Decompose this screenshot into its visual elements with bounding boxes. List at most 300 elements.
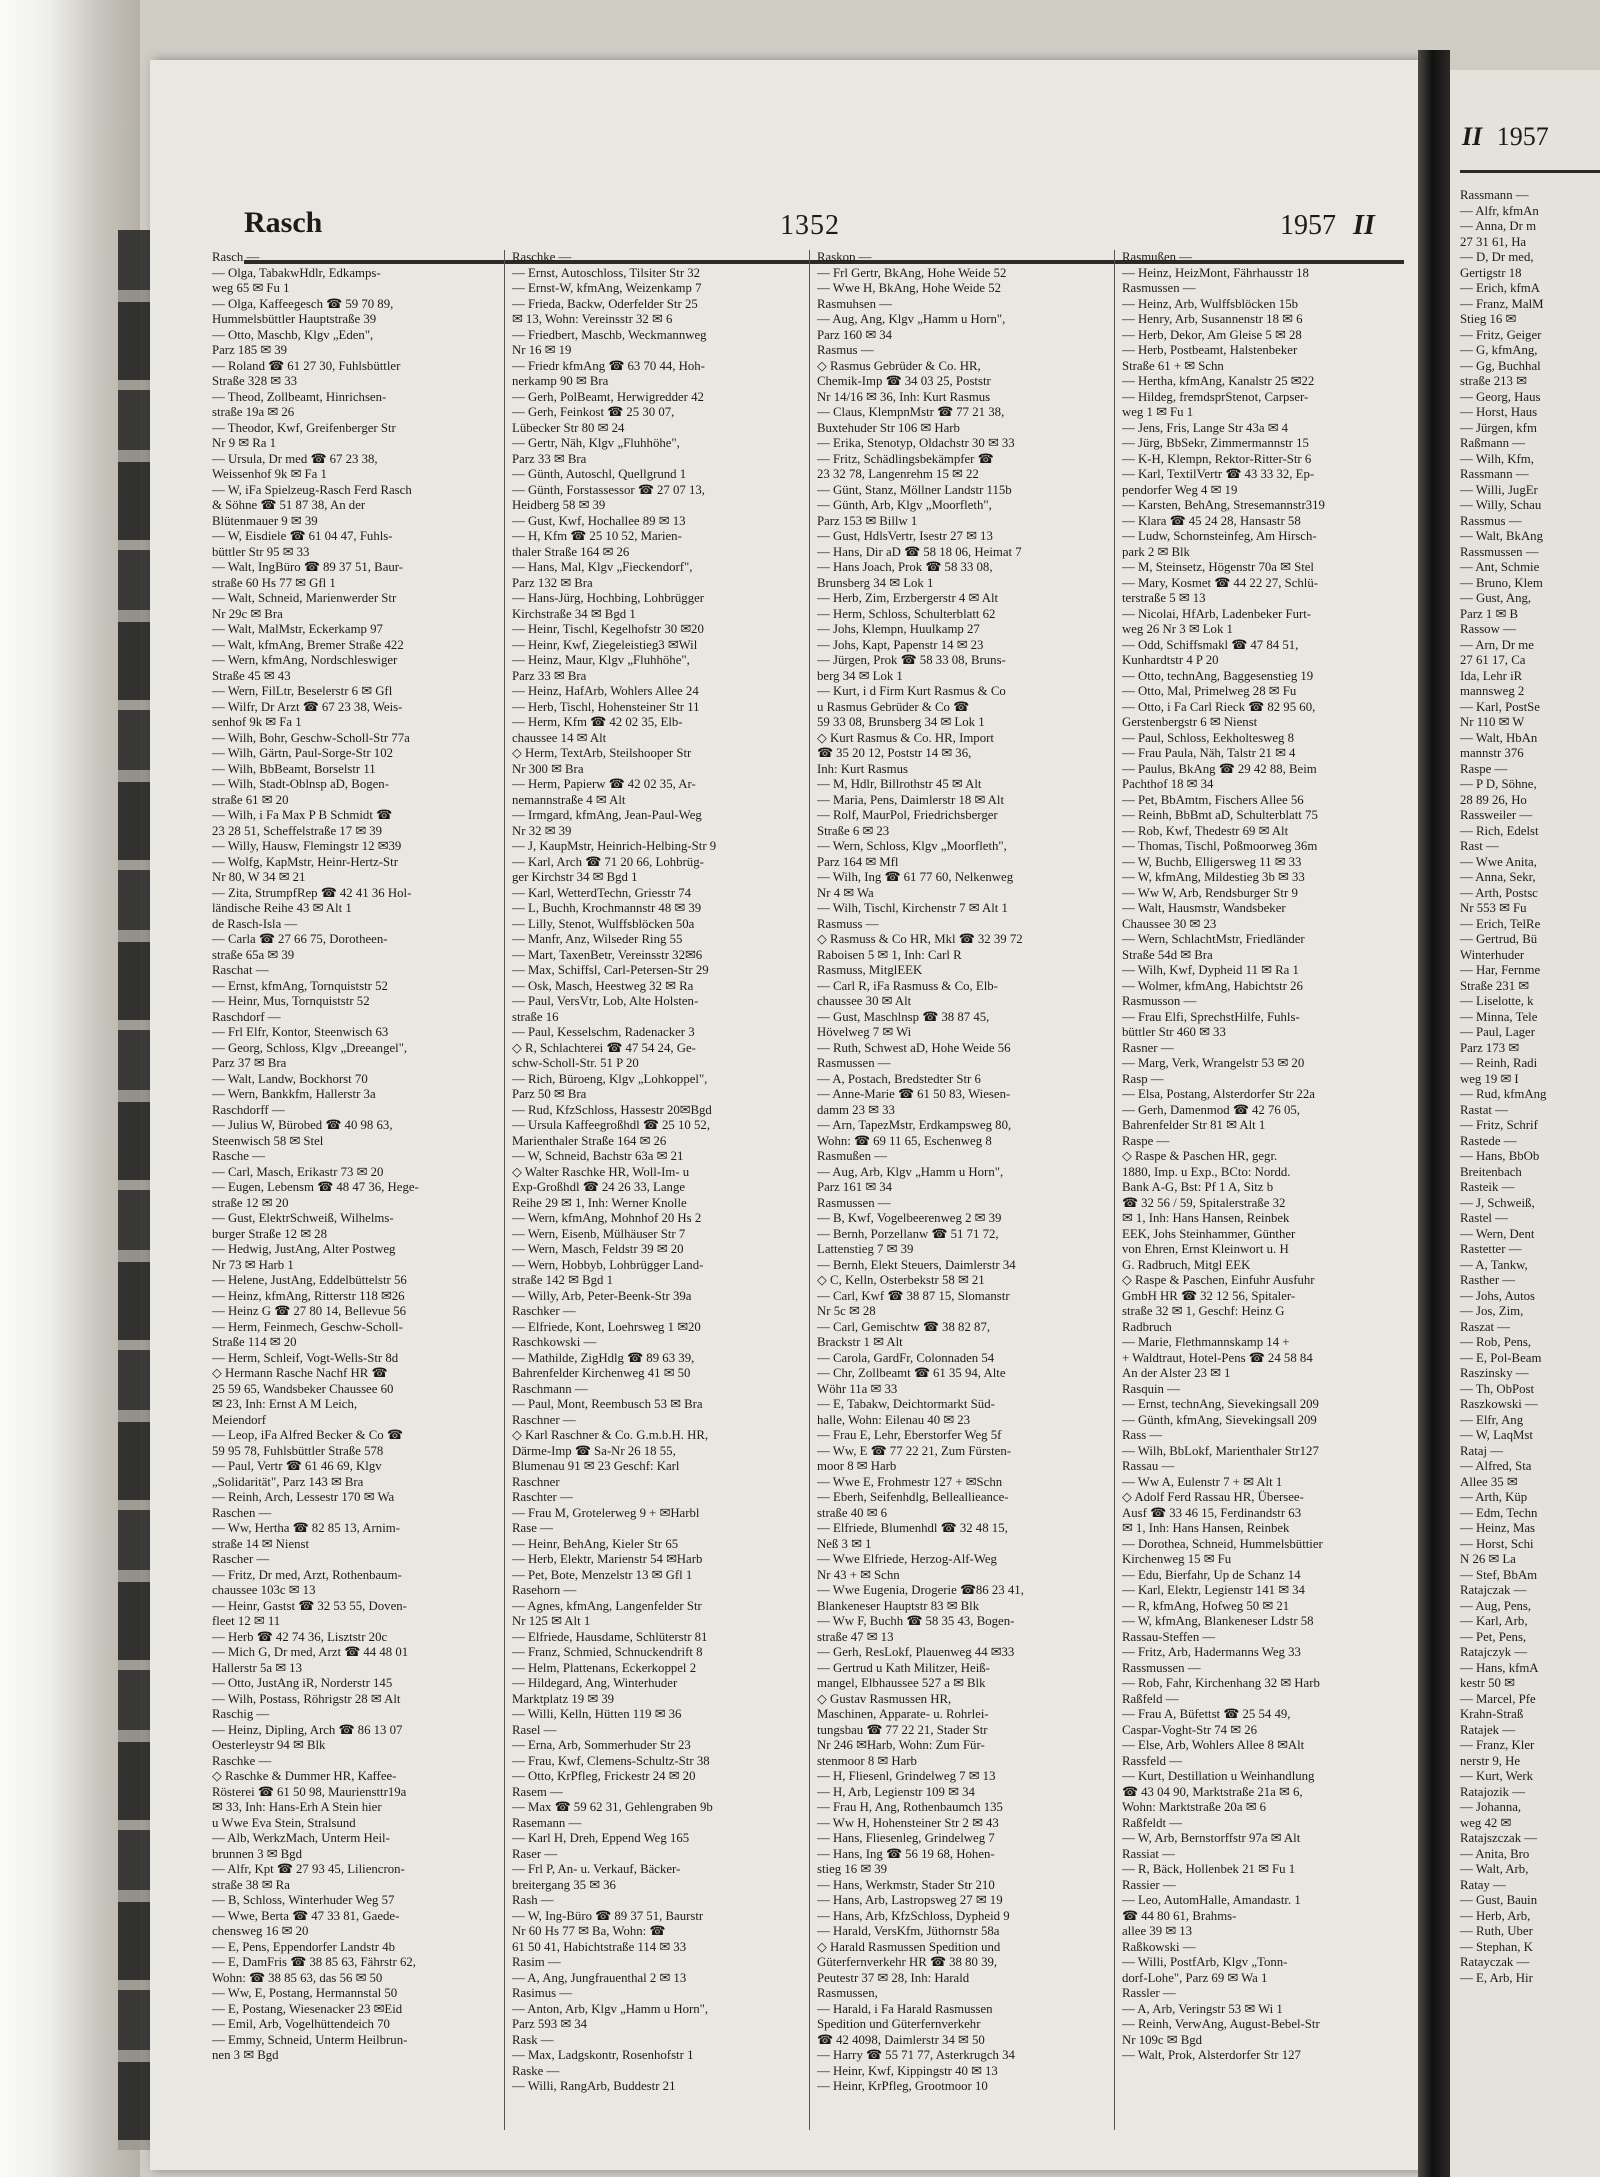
directory-entry-line: chaussee 103c ✉ 13: [212, 1583, 316, 1597]
directory-entry-line: — Max, Ladgskontr, Rosenhofstr 1: [512, 2048, 694, 2062]
surname-heading: Raszat —: [1460, 1319, 1511, 1334]
directory-entry-line: — Günt, Stanz, Möllner Landstr 115b: [817, 482, 1012, 497]
directory-entry-line: — Paul, VersVtr, Lob, Alte Holsten-: [512, 994, 699, 1008]
directory-entry-line: — Thomas, Tischl, Poßmoorweg 36m: [1122, 839, 1318, 853]
directory-entry-line: — Wern, Dent: [1460, 1226, 1535, 1241]
directory-entry-line: tungsbau ☎ 77 22 21, Stader Str: [817, 1722, 988, 1737]
surname-heading: Raschke —: [212, 1753, 272, 1768]
directory-entry-line: — Roland ☎ 61 27 30, Fuhlsbüttler: [212, 358, 401, 373]
directory-entry-line: straße 65a ✉ 39: [212, 947, 295, 962]
directory-entry-line: — Frau A, Büfettst ☎ 25 54 49,: [1122, 1707, 1291, 1721]
directory-entry-line: ◇ Walter Raschke HR, Woll-Im- u: [512, 1164, 690, 1179]
running-head-year: [1280, 210, 1375, 242]
directory-entry-line: — Herm, Schloss, Schulterblatt 62: [817, 606, 996, 621]
directory-entry-line: — Wilh, Postass, Röhrigstr 28 ✉ Alt: [212, 1691, 401, 1706]
directory-entry-line: Blütenmauer 9 ✉ 39: [212, 513, 318, 528]
directory-entry-line: — Heinz, HafArb, Wohlers Allee 24: [512, 684, 699, 698]
directory-entry-line: — Jens, Fris, Lange Str 43a ✉ 4: [1122, 420, 1289, 435]
directory-entry-line: — W, kfmAng, Blankeneser Ldstr 58: [1122, 1614, 1314, 1628]
directory-entry-line: — Marg, Verk, Wrangelstr 53 ✉ 20: [1122, 1056, 1305, 1070]
directory-entry-line: ◇ Gustav Rasmussen HR,: [817, 1691, 952, 1706]
directory-entry-line: Rasmussen,: [817, 1986, 878, 2000]
directory-entry-line: ☎ 44 80 61, Brahms-: [1122, 1908, 1237, 1923]
directory-entry-line: — G, kfmAng,: [1460, 343, 1538, 357]
directory-entry-line: — Herb, Postbeamt, Halstenbeker: [1122, 343, 1298, 357]
directory-entry-line: — Rob, Fahr, Kirchenhang 32 ✉ Harb: [1122, 1676, 1320, 1690]
directory-entry-line: ◇ C, Kelln, Osterbekstr 58 ✉ 21: [817, 1273, 985, 1287]
directory-entry-line: Lattenstieg 7 ✉ 39: [817, 1242, 914, 1256]
directory-entry-line: — Alb, WerkzMach, Unterm Heil-: [212, 1831, 390, 1845]
directory-entry-line: ✉ 33, Inh: Hans-Erh A Stein hier: [212, 1800, 382, 1814]
directory-entry-line: — Jürgen, kfm: [1460, 420, 1537, 435]
directory-entry-line: Weissenhof 9k ✉ Fa 1: [212, 467, 327, 481]
directory-entry-line: — Claus, KlempnMstr ☎ 77 21 38,: [817, 405, 1005, 419]
surname-heading: de Rasch-Isla —: [212, 916, 298, 931]
directory-entry-line: — Theodor, Kwf, Greifenberger Str: [212, 420, 396, 435]
directory-entry-line: Chemik-Imp ☎ 34 03 25, Poststr: [817, 374, 991, 388]
directory-entry-line: — W, iFa Spielzeug-Rasch Ferd Rasch: [212, 482, 412, 497]
directory-entry-line: — Ww W, Arb, Rendsburger Str 9: [1122, 885, 1298, 900]
directory-entry-line: ◇ Rasmuss & Co HR, Mkl ☎ 32 39 72: [817, 932, 1023, 946]
directory-entry-line: Straße 45 ✉ 43: [212, 668, 291, 683]
directory-entry-line: u Rasmus Gebrüder & Co ☎: [817, 699, 970, 714]
directory-entry-line: Rösterei ☎ 61 50 98, Mauriensttr19a: [212, 1784, 407, 1799]
directory-entry-line: — Walt, Arb,: [1460, 1862, 1529, 1876]
surname-heading: Rase —: [512, 1521, 553, 1535]
directory-entry-line: — Wilh, Tischl, Kirchenstr 7 ✉ Alt 1: [817, 901, 1008, 915]
directory-entry-line: nen 3 ✉ Bgd: [212, 2048, 279, 2062]
directory-entry-line: Peutestr 37 ✉ 28, Inh: Harald: [817, 1970, 970, 1985]
directory-entry-line: ✉ 1, Inh: Hans Hansen, Reinbek: [1122, 1521, 1290, 1535]
directory-entry-line: — Wern, SchlachtMstr, Friedländer: [1122, 932, 1305, 946]
directory-entry-line: — Karl, Arb,: [1460, 1614, 1528, 1628]
directory-entry-line: Parz 132 ✉ Bra: [512, 575, 593, 590]
directory-entry-line: Kunhardtstr 4 P 20: [1122, 653, 1219, 667]
directory-entry-line: — Irmgard, kfmAng, Jean-Paul-Weg: [512, 808, 702, 822]
directory-entry-line: Straße 231 ✉: [1460, 978, 1530, 993]
directory-entry-line: — Wwe Eugenia, Drogerie ☎86 23 41,: [817, 1583, 1024, 1597]
directory-entry-line: Winterhuder: [1460, 947, 1525, 962]
directory-entry-line: — Hans, Werkmstr, Stader Str 210: [817, 1877, 995, 1892]
directory-entry-line: — Aug, Arb, Klgv „Hamm u Horn",: [817, 1164, 1004, 1179]
directory-entry-line: — Johs, Autos: [1460, 1288, 1536, 1303]
directory-entry-line: ◇ Rasmus Gebrüder & Co. HR,: [817, 358, 981, 373]
surname-heading: Rassiat —: [1122, 1846, 1175, 1861]
directory-columns: [212, 250, 1408, 2150]
directory-entry-line: — Ruth, Schwest aD, Hohe Weide 56: [817, 1040, 1011, 1055]
directory-entry-line: — Hans, kfmA: [1460, 1660, 1539, 1675]
directory-entry-line: Gertigstr 18: [1460, 265, 1522, 280]
directory-entry-line: — Walt, Prok, Alsterdorfer Str 127: [1122, 2048, 1301, 2062]
directory-entry-line: Bahrenfelder Str 81 ✉ Alt 1: [1122, 1118, 1266, 1132]
directory-entry-line: — Herm, Schleif, Vogt-Wells-Str 8d: [212, 1350, 399, 1365]
directory-entry-line: Allee 35 ✉: [1460, 1474, 1518, 1489]
directory-entry-line: nemannstraße 4 ✉ Alt: [512, 792, 626, 807]
column-divider: [1114, 250, 1115, 2130]
directory-entry-line: — Franz, Schmied, Schnuckendrift 8: [512, 1645, 703, 1659]
directory-entry-line: straße 40 ✉ 6: [817, 1505, 888, 1520]
directory-entry-line: — Karl, PostSe: [1460, 699, 1540, 714]
directory-entry-line: — Erich, kfmA: [1460, 281, 1540, 295]
directory-entry-line: — Alfr, kfmAn: [1460, 203, 1539, 218]
directory-entry-line: — W, kfmAng, Mildestieg 3b ✉ 33: [1122, 870, 1305, 884]
facing-page: [1450, 70, 1600, 2177]
directory-entry-line: — Hans, Arb, Lastropsweg 27 ✉ 19: [817, 1893, 1003, 1907]
directory-entry-line: Pachthof 18 ✉ 34: [1122, 777, 1214, 791]
directory-entry-line: ☎ 43 04 90, Marktstraße 21a ✉ 6,: [1122, 1784, 1303, 1799]
directory-entry-line: — Elsa, Postang, Alsterdorfer Str 22a: [1122, 1087, 1315, 1101]
directory-entry-line: — Heinr, KrPfleg, Grootmoor 10: [817, 2079, 988, 2093]
directory-entry-line: — Carl R, iFa Rasmuss & Co, Elb-: [817, 978, 998, 993]
directory-entry-line: Parz 593 ✉ 34: [512, 2017, 588, 2031]
directory-entry-line: Nr 246 ✉Harb, Wohn: Zum Für-: [817, 1738, 985, 1752]
directory-entry-line: terstraße 5 ✉ 13: [1122, 591, 1206, 605]
directory-entry-line: Ida, Lehr iR: [1460, 668, 1523, 683]
directory-entry-line: — Hans, Fliesenleg, Grindelweg 7: [817, 1831, 995, 1845]
directory-entry-line: — Harald, VersKfm, Jüthornstr 58a: [817, 1924, 1000, 1938]
directory-entry-line: 23 28 51, Scheffelstraße 17 ✉ 39: [212, 823, 383, 838]
directory-entry-line: — Elfriede, Blumenhdl ☎ 32 48 15,: [817, 1521, 1008, 1535]
directory-entry-line: — Stef, BbAm: [1460, 1567, 1538, 1582]
directory-entry-line: Gerstenbergstr 6 ✉ Nienst: [1122, 715, 1258, 729]
surname-heading: Raßfeld —: [1122, 1691, 1179, 1706]
directory-entry-line: — Ernst, kfmAng, Tornquiststr 52: [212, 978, 388, 993]
directory-entry-line: Rasmuss, MitglEEK: [817, 963, 923, 977]
surname-heading: Raser —: [512, 1846, 558, 1861]
directory-entry-line: — Carola, GardFr, Colonnaden 54: [817, 1350, 995, 1365]
surname-heading: Rask —: [512, 2032, 554, 2047]
directory-entry-line: — Gertrud u Kath Militzer, Heiß-: [817, 1660, 990, 1675]
running-head-name: Rasch: [244, 206, 323, 239]
surname-heading: Rascher —: [212, 1552, 270, 1566]
directory-entry-line: — Mart, TaxenBetr, Vereinsstr 32✉6: [512, 947, 703, 962]
directory-entry-line: ◇ Harald Rasmussen Spedition und: [817, 1939, 1001, 1954]
surname-heading: Raschter —: [512, 1490, 573, 1504]
directory-entry-line: — Gust, Kwf, Hochallee 89 ✉ 13: [512, 513, 686, 528]
directory-entry-line: Hövelweg 7 ✉ Wi: [817, 1025, 912, 1039]
directory-entry-line: Spedition und Güterfernverkehr: [817, 2017, 981, 2031]
directory-entry-line: — Ant, Schmie: [1460, 560, 1540, 574]
directory-entry-line: — Jürg, BbSekr, Zimmermannstr 15: [1122, 436, 1309, 450]
surname-heading: Rasner —: [1122, 1040, 1174, 1055]
directory-entry-line: — Aug, Pens,: [1460, 1598, 1532, 1613]
directory-entry-line: — Frau E, Lehr, Eberstorfer Weg 5f: [817, 1428, 1002, 1442]
directory-entry-line: — Hertha, kfmAng, Kanalstr 25 ✉22: [1122, 374, 1315, 388]
surname-heading: Raszinsky —: [1460, 1366, 1529, 1380]
directory-entry-line: straße 38 ✉ Ra: [212, 1877, 290, 1892]
directory-entry-line: — Otto, i Fa Carl Rieck ☎ 82 95 60,: [1122, 699, 1316, 714]
directory-entry-line: — Wern, FilLtr, Beselerstr 6 ✉ Gfl: [212, 684, 393, 698]
directory-entry-line: — Rob, Kwf, Thedestr 69 ✉ Alt: [1122, 823, 1289, 838]
directory-entry-line: — Emil, Arb, Vogelhüttendeich 70: [212, 2017, 390, 2031]
directory-entry-line: — Leop, iFa Alfred Becker & Co ☎: [212, 1428, 403, 1442]
directory-entry-line: chensweg 16 ✉ 20: [212, 1924, 309, 1938]
directory-entry-line: weg 42 ✉: [1460, 1815, 1512, 1830]
directory-entry-line: — Th, ObPost: [1460, 1381, 1535, 1396]
surname-heading: Rash —: [512, 1893, 554, 1907]
directory-entry-line: weg 1 ✉ Fu 1: [1122, 405, 1194, 419]
directory-entry-line: — Heinr, Mus, Tornquiststr 52: [212, 994, 370, 1008]
directory-entry-line: — Arth, Postsc: [1460, 885, 1538, 900]
surname-heading: Raßfeldt —: [1122, 1815, 1183, 1830]
surname-heading: Rasmussen —: [817, 1056, 891, 1070]
directory-entry-line: — Anne-Marie ☎ 61 50 83, Wiesen-: [817, 1087, 1011, 1101]
directory-entry-line: — Willy, Hausw, Flemingstr 12 ✉39: [212, 839, 402, 853]
directory-entry-line: Oesterleystr 94 ✉ Blk: [212, 1738, 326, 1752]
directory-entry-line: Straße 61 + ✉ Schn: [1122, 358, 1224, 373]
directory-entry-line: — Henry, Arb, Susannenstr 18 ✉ 6: [1122, 312, 1303, 326]
surname-heading: Rasmuss —: [817, 916, 879, 931]
directory-entry-line: — Mathilde, ZigHdlg ☎ 89 63 39,: [512, 1350, 695, 1365]
surname-heading: Raszkowski —: [1460, 1397, 1538, 1411]
directory-entry-line: — Herb, Zim, Erzbergerstr 4 ✉ Alt: [817, 591, 999, 605]
directory-entry-line: — Willy, Arb, Peter-Beenk-Str 39a: [512, 1288, 692, 1303]
directory-entry-line: Chaussee 30 ✉ 23: [1122, 916, 1217, 931]
directory-entry-line: — Friedbert, Maschb, Weckmannweg: [512, 327, 707, 342]
directory-entry-line: Meiendorf: [212, 1412, 267, 1427]
directory-entry-line: — Günth, Forstassessor ☎ 27 07 13,: [512, 482, 705, 497]
directory-entry-line: — Odd, Schiffsmakl ☎ 47 84 51,: [1122, 637, 1299, 652]
surname-heading: Raschdorff —: [212, 1102, 285, 1117]
directory-entry-line: — Fritz, Schrif: [1460, 1118, 1538, 1132]
directory-entry-line: Därme-Imp ☎ Sa-Nr 26 18 55,: [512, 1443, 676, 1458]
directory-entry-line: — Gust, Bauin: [1460, 1893, 1538, 1907]
directory-entry-line: — W, Schneid, Bachstr 63a ✉ 21: [512, 1149, 684, 1163]
directory-entry-line: — Ww, E, Postang, Hermannstal 50: [212, 1986, 398, 2000]
column-divider: [504, 250, 505, 2130]
directory-entry-line: — Herm, Papierw ☎ 42 02 35, Ar-: [512, 777, 696, 791]
directory-entry-line: nerstr 9, He: [1460, 1753, 1521, 1768]
directory-entry-line: Nr 16 ✉ 19: [512, 343, 572, 357]
directory-entry-line: — Rud, KfzSchloss, Hassestr 20✉Bgd: [512, 1102, 712, 1117]
directory-entry-line: — Hans Joach, Prok ☎ 58 33 08,: [817, 560, 993, 574]
directory-entry-line: stieg 16 ✉ 39: [817, 1862, 888, 1876]
directory-entry-line: — Horst, Haus: [1460, 405, 1538, 419]
directory-entry-line: — W, Buchb, Elligersweg 11 ✉ 33: [1122, 854, 1302, 869]
directory-entry-line: Güterfernverkehr HR ☎ 38 80 39,: [817, 1955, 998, 1969]
directory-entry-line: — Anna, Sekr,: [1460, 870, 1536, 884]
directory-entry-line: Nr 5c ✉ 28: [817, 1304, 876, 1318]
directory-entry-line: Nr 300 ✉ Bra: [512, 761, 584, 776]
surname-heading: Rast —: [1460, 839, 1499, 853]
directory-entry-line: — Herb, Elektr, Marienstr 54 ✉Harb: [512, 1552, 703, 1566]
directory-entry-line: straße 12 ✉ 20: [212, 1195, 289, 1210]
directory-entry-line: — Wwe, Berta ☎ 47 33 81, Gaede-: [212, 1908, 400, 1923]
directory-entry-line: — Reinh, Radi: [1460, 1056, 1538, 1070]
directory-entry-line: moor 8 ✉ Harb: [817, 1459, 897, 1473]
directory-entry-line: — Wwe Elfriede, Herzog-Alf-Weg: [817, 1552, 997, 1566]
directory-entry-line: — Herm, Kfm ☎ 42 02 35, Elb-: [512, 715, 683, 729]
directory-entry-line: „Solidarität", Parz 143 ✉ Bra: [212, 1474, 364, 1489]
directory-entry-line: — Heinr, Gastst ☎ 32 53 55, Doven-: [212, 1598, 407, 1613]
directory-entry-line: — Ursula, Dr med ☎ 67 23 38,: [212, 451, 378, 466]
directory-entry-line: halle, Wohn: Eilenau 40 ✉ 23: [817, 1412, 971, 1427]
directory-entry-line: Straße 328 ✉ 33: [212, 374, 298, 388]
directory-entry-line: — Erika, Stenotyp, Oldachstr 30 ✉ 33: [817, 436, 1015, 450]
surname-heading: Raschat —: [212, 963, 269, 977]
directory-entry-line: + Waldtraut, Hotel-Pens ☎ 24 58 84: [1122, 1350, 1313, 1365]
directory-entry-line: Nr 4 ✉ Wa: [817, 885, 874, 900]
surname-heading: Ratay —: [1460, 1877, 1506, 1892]
directory-entry-line: — Marie, Flethmannskamp 14 +: [1122, 1335, 1290, 1349]
surname-heading: Ratajczyk —: [1460, 1645, 1528, 1659]
directory-entry-line: — Herb, Tischl, Hohensteiner Str 11: [512, 699, 700, 714]
directory-entry-line: — Karl, Elektr, Legienstr 141 ✉ 34: [1122, 1583, 1305, 1597]
directory-entry-line: — Horst, Schi: [1460, 1536, 1534, 1551]
directory-entry-line: park 2 ✉ Blk: [1122, 544, 1190, 559]
directory-entry-line: — Gust, ElektrSchweiß, Wilhelms-: [212, 1211, 394, 1225]
directory-entry-line: — Gerh, PolBeamt, Herwigredder 42: [512, 389, 704, 404]
directory-entry-line: — Harry ☎ 55 71 77, Asterkrugch 34: [817, 2048, 1015, 2062]
directory-entry-line: — H, Arb, Legienstr 109 ✉ 34: [817, 1784, 975, 1799]
surname-heading: Raschmann —: [512, 1381, 588, 1396]
directory-entry-line: — Helene, JustAng, Eddelbüttelstr 56: [212, 1273, 407, 1287]
directory-entry-line: Wohn: ☎ 38 85 63, das 56 ✉ 50: [212, 1970, 383, 1985]
directory-entry-line: — Walt, IngBüro ☎ 89 37 51, Baur-: [212, 560, 404, 574]
directory-entry-line: Nr 29c ✉ Bra: [212, 606, 283, 621]
directory-entry-line: — Stephan, K: [1460, 1939, 1533, 1954]
directory-entry-line: — Paul, Lager: [1460, 1025, 1535, 1039]
directory-entry-line: — H, Fliesenl, Grindelweg 7 ✉ 13: [817, 1769, 996, 1783]
facing-header-rule: [1460, 170, 1600, 173]
directory-entry-line: — E, Pens, Eppendorfer Landstr 4b: [212, 1939, 396, 1954]
directory-entry-line: Nr 109c ✉ Bgd: [1122, 2032, 1203, 2047]
directory-entry-line: — Willi, RangArb, Buddestr 21: [512, 2079, 676, 2093]
directory-entry-line: Raboisen 5 ✉ 1, Inh: Carl R: [817, 947, 962, 962]
directory-entry-line: straße 16: [512, 1009, 559, 1024]
directory-entry-line: nerkamp 90 ✉ Bra: [512, 374, 609, 388]
directory-entry-line: 23 32 78, Langenrehm 15 ✉ 22: [817, 467, 979, 481]
directory-entry-line: Marktplatz 19 ✉ 39: [512, 1691, 615, 1706]
directory-entry-line: fleet 12 ✉ 11: [212, 1614, 281, 1628]
directory-entry-line: — Heinz, Dipling, Arch ☎ 86 13 07: [212, 1722, 403, 1737]
directory-entry-line: — Paul, Vertr ☎ 61 46 69, Klgv: [212, 1459, 382, 1473]
directory-entry-line: — Zita, StrumpfRep ☎ 42 41 36 Hol-: [212, 885, 412, 900]
directory-entry-line: — Manfr, Anz, Wilseder Ring 55: [512, 932, 683, 946]
directory-entry-line: — Wilfr, Dr Arzt ☎ 67 23 38, Weis-: [212, 699, 403, 714]
directory-entry-line: — Paul, Schloss, Eekholtesweg 8: [1122, 730, 1295, 745]
directory-entry-line: — Pet, BbAmtm, Fischers Allee 56: [1122, 792, 1304, 807]
directory-entry-line: — Otto, KrPfleg, Frickestr 24 ✉ 20: [512, 1769, 696, 1783]
directory-entry-line: Wöhr 11a ✉ 33: [817, 1381, 898, 1396]
year: 1957: [1280, 210, 1336, 241]
page-header: [150, 152, 1418, 241]
directory-entry-line: mannstr 376: [1460, 746, 1524, 760]
directory-entry-line: — J, KaupMstr, Heinrich-Helbing-Str 9: [512, 839, 717, 853]
directory-entry-line: — Rob, Pens,: [1460, 1335, 1532, 1349]
surname-heading: Rassweiler —: [1460, 808, 1533, 822]
surname-heading: Rassmann —: [1460, 188, 1529, 202]
directory-entry-line: ✉ 1, Inh: Hans Hansen, Reinbek: [1122, 1211, 1290, 1225]
directory-entry-line: — Arth, Küp: [1460, 1490, 1528, 1504]
directory-entry-line: — Willi, JugEr: [1460, 482, 1538, 497]
directory-entry-line: — Erna, Arb, Sommerhuder Str 23: [512, 1738, 691, 1752]
directory-entry-line: Parz 160 ✉ 34: [817, 327, 893, 342]
directory-entry-line: Parz 33 ✉ Bra: [512, 451, 587, 466]
directory-entry-line: — A, Arb, Veringstr 53 ✉ Wi 1: [1122, 2001, 1283, 2016]
directory-entry-line: — Osk, Masch, Heestweg 32 ✉ Ra: [512, 978, 694, 993]
directory-entry-line: berg 34 ✉ Lok 1: [817, 668, 903, 683]
directory-entry-line: 59 33 08, Brunsberg 34 ✉ Lok 1: [817, 715, 985, 729]
directory-entry-line: — Fritz, Schädlingsbekämpfer ☎: [817, 451, 994, 466]
directory-entry-line: — Walt, MalMstr, Eckerkamp 97: [212, 622, 383, 636]
directory-entry-line: Hummelsbüttler Hauptstraße 39: [212, 312, 377, 326]
directory-entry-line: Raschner: [512, 1474, 560, 1489]
directory-entry-line: — Otto, JustAng iR, Norderstr 145: [212, 1676, 393, 1690]
directory-column-2: [512, 250, 802, 2150]
directory-entry-line: — Aug, Ang, Klgv „Hamm u Horn",: [817, 312, 1006, 326]
surname-heading: Rasimus —: [512, 1986, 573, 2000]
directory-entry-line: Nr 9 ✉ Ra 1: [212, 436, 277, 450]
directory-entry-line: 61 50 41, Habichtstraße 114 ✉ 33: [512, 1939, 687, 1954]
directory-entry-line: & Söhne ☎ 51 87 38, An der: [212, 498, 366, 512]
directory-entry-line: — Ruth, Uber: [1460, 1924, 1533, 1938]
directory-entry-line: — Heinz, Mas: [1460, 1521, 1535, 1535]
directory-entry-line: — Franz, Kler: [1460, 1738, 1535, 1752]
directory-entry-line: — Alfr, Kpt ☎ 27 93 45, Liliencron-: [212, 1862, 405, 1876]
surname-heading: Raschig —: [212, 1707, 270, 1721]
directory-entry-line: — Gerh, ResLokf, Plauenweg 44 ✉33: [817, 1645, 1015, 1659]
binding-edge-strip: [118, 230, 152, 2150]
directory-entry-line: — Willi, PostfArb, Klgv „Tonn-: [1122, 1955, 1288, 1969]
directory-entry-line: — Otto, Mal, Primelweg 28 ✉ Fu: [1122, 684, 1297, 698]
directory-entry-line: — Walt, kfmAng, Bremer Straße 422: [212, 637, 404, 652]
surname-heading: Raspe —: [1460, 761, 1508, 776]
directory-entry-line: Nr 80, W 34 ✉ 21: [212, 870, 306, 884]
part-numeral: II: [1353, 210, 1375, 241]
surname-heading: Rass —: [1122, 1428, 1163, 1442]
directory-entry-line: — Ww A, Eulenstr 7 + ✉ Alt 1: [1122, 1474, 1283, 1489]
directory-entry-line: ◇ Kurt Rasmus & Co. HR, Import: [817, 730, 994, 745]
directory-entry-line: — Minna, Tele: [1460, 1009, 1538, 1024]
directory-entry-line: Parz 161 ✉ 34: [817, 1180, 893, 1194]
directory-entry-line: — Ww, Hertha ☎ 82 85 13, Arnim-: [212, 1521, 400, 1535]
directory-entry-line: Parz 37 ✉ Bra: [212, 1056, 287, 1070]
directory-entry-line: — Ww, E ☎ 77 22 21, Zum Fürsten-: [817, 1443, 1012, 1458]
directory-entry-line: ◇ Raspe & Paschen HR, gegr.: [1122, 1149, 1278, 1163]
directory-entry-line: — E, Pol-Beam: [1460, 1350, 1542, 1365]
facing-page-column: [1460, 188, 1600, 1986]
directory-entry-line: — W, Eisdiele ☎ 61 04 47, Fuhls-: [212, 529, 393, 543]
surname-heading: Rassmussen —: [1460, 544, 1539, 559]
directory-entry-line: — Wolfg, KapMstr, Heinr-Hertz-Str: [212, 854, 398, 869]
directory-entry-line: — Edu, Bierfahr, Up de Schanz 14: [1122, 1567, 1301, 1582]
directory-entry-line: — Willi, Kelln, Hütten 119 ✉ 36: [512, 1707, 682, 1721]
directory-entry-line: Nr 125 ✉ Alt 1: [512, 1614, 591, 1628]
directory-entry-line: — Karl, TextilVertr ☎ 43 33 32, Ep-: [1122, 467, 1315, 481]
directory-entry-line: — Frau Elfi, SprechstHilfe, Fuhls-: [1122, 1009, 1300, 1024]
directory-entry-line: — Reinh, BbBmt aD, Schulterblatt 75: [1122, 808, 1318, 822]
directory-entry-line: — Bernh, Elekt Steuers, Daimlerstr 34: [817, 1257, 1016, 1272]
directory-entry-line: — Harald, i Fa Harald Rasmussen: [817, 2001, 993, 2016]
directory-entry-line: — W, Arb, Bernstorffstr 97a ✉ Alt: [1122, 1831, 1301, 1845]
surname-heading: Rasche —: [212, 1149, 265, 1163]
directory-entry-line: Wohn: Marktstraße 20a ✉ 6: [1122, 1800, 1267, 1814]
directory-entry-line: — Hildegard, Ang, Winterhuder: [512, 1676, 678, 1690]
directory-entry-line: — Olga, TabakwHdlr, Edkamps-: [212, 265, 381, 280]
directory-entry-line: — Reinh, VerwAng, August-Bebel-Str: [1122, 2017, 1320, 2031]
directory-entry-line: — Walt, BkAng: [1460, 529, 1543, 543]
directory-entry-line: — Karl, WetterdTechn, Griesstr 74: [512, 885, 692, 900]
directory-entry-line: — Gerh, Damenmod ☎ 42 76 05,: [1122, 1102, 1301, 1117]
directory-column-4: [1122, 250, 1408, 2150]
directory-entry-line: Nr 110 ✉ W: [1460, 715, 1525, 729]
surname-heading: Rasteik —: [1460, 1180, 1515, 1194]
directory-entry-line: Straße 114 ✉ 20: [212, 1335, 297, 1349]
directory-entry-line: — Elfriede, Hausdame, Schlüterstr 81: [512, 1629, 708, 1644]
surname-heading: Raske —: [512, 2063, 560, 2078]
surname-heading: Rassier —: [1122, 1877, 1176, 1892]
